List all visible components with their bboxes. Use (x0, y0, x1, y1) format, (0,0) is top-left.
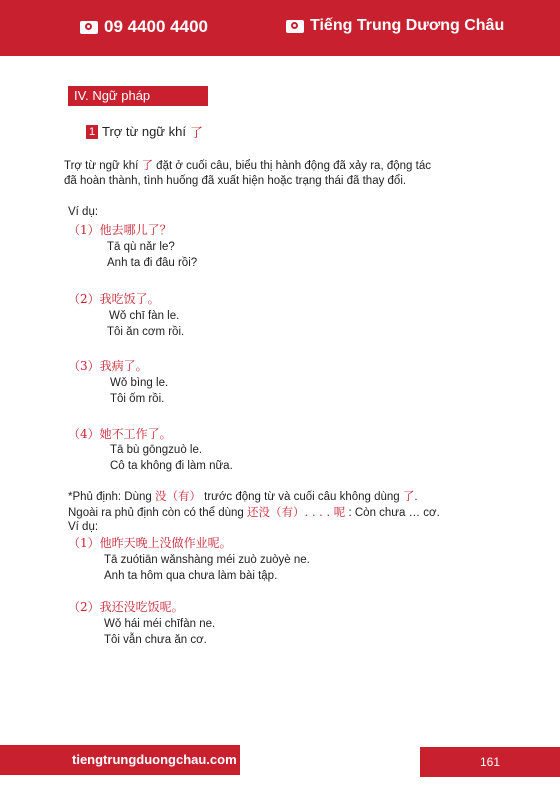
example-translation: Anh ta hôm qua chưa làm bài tập. (104, 570, 278, 582)
negation-han: 了 (402, 489, 415, 503)
negation-text: *Phủ định: Dùng (68, 491, 155, 503)
negation-text: Ngoài ra phủ định còn có thể dùng (68, 507, 248, 519)
example-pinyin: Wǒ bìng le. (110, 377, 169, 389)
example-han: （2）我还没吃饭呢。 (68, 600, 184, 614)
example-pinyin: Wǒ hái méi chīfàn ne. (104, 618, 216, 630)
subsection-char: 了 (189, 126, 203, 141)
negation-text: . (414, 491, 418, 503)
example-han: （1）他去哪儿了？ (68, 223, 172, 237)
example-pinyin: Wǒ chī fàn le. (109, 310, 180, 322)
negation-line-2 (68, 504, 440, 521)
example-translation: Tôi ăn cơm rồi. (107, 326, 185, 338)
example-han: （2）我吃饭了。 (68, 292, 160, 306)
intro-line-1 (64, 157, 431, 174)
brand-name: Tiếng Trung Dương Châu (310, 17, 505, 34)
negation-text: : Còn chưa … cơ. (345, 507, 440, 519)
negation-text: trước động từ và cuối câu không dùng (200, 491, 403, 503)
section-title: IV. Ngữ pháp (68, 86, 208, 106)
example-han: （3）我病了。 (68, 359, 148, 373)
negation-line-1 (68, 488, 418, 505)
example-pinyin: Tā qù nǎr le? (107, 241, 175, 253)
intro-han: 了 (141, 158, 153, 172)
example-translation: Tôi vẫn chưa ăn cơ. (104, 634, 207, 646)
intro-text: đặt ở cuối câu, biểu thị hành động đã xảy ra, động tác (152, 160, 431, 172)
intro-text: Trợ từ ngữ khí (64, 160, 142, 172)
page-number: 161 (420, 747, 560, 777)
camera-icon (286, 20, 304, 33)
example-label: Ví dụ: (68, 521, 99, 533)
example-translation: Anh ta đi đâu rồi? (107, 257, 198, 269)
footer-website-link[interactable]: tiengtrungduongchau.com (0, 745, 240, 775)
example-pinyin: Tā zuótiān wǎnshàng méi zuò zuòyè ne. (104, 554, 310, 566)
example-label: Ví dụ: (68, 206, 99, 218)
intro-line-2: đã hoàn thành, tình huống đã xuất hiện hoặc trạng thái đã thay đổi. (64, 175, 407, 187)
example-translation: Tôi ốm rồi. (110, 393, 165, 405)
example-translation: Cô ta không đi làm nữa. (110, 460, 233, 472)
example-han: （4）她不工作了。 (68, 427, 172, 441)
subsection-heading (86, 122, 203, 141)
example-pinyin: Tā bù gōngzuò le. (110, 444, 203, 456)
header-bar (0, 0, 560, 56)
brand[interactable] (286, 17, 504, 35)
phone-icon (80, 21, 98, 34)
negation-han: 没（有） (154, 489, 201, 503)
example-han: （1）他昨天晚上没做作业呢。 (68, 536, 232, 550)
subsection-title: Trợ từ ngữ khí (102, 124, 186, 139)
phone-contact[interactable] (80, 17, 208, 37)
subsection-number: 1 (86, 125, 98, 139)
negation-han: 还没（有）. . . . 呢 (247, 505, 346, 519)
phone-number: 09 4400 4400 (104, 17, 208, 36)
